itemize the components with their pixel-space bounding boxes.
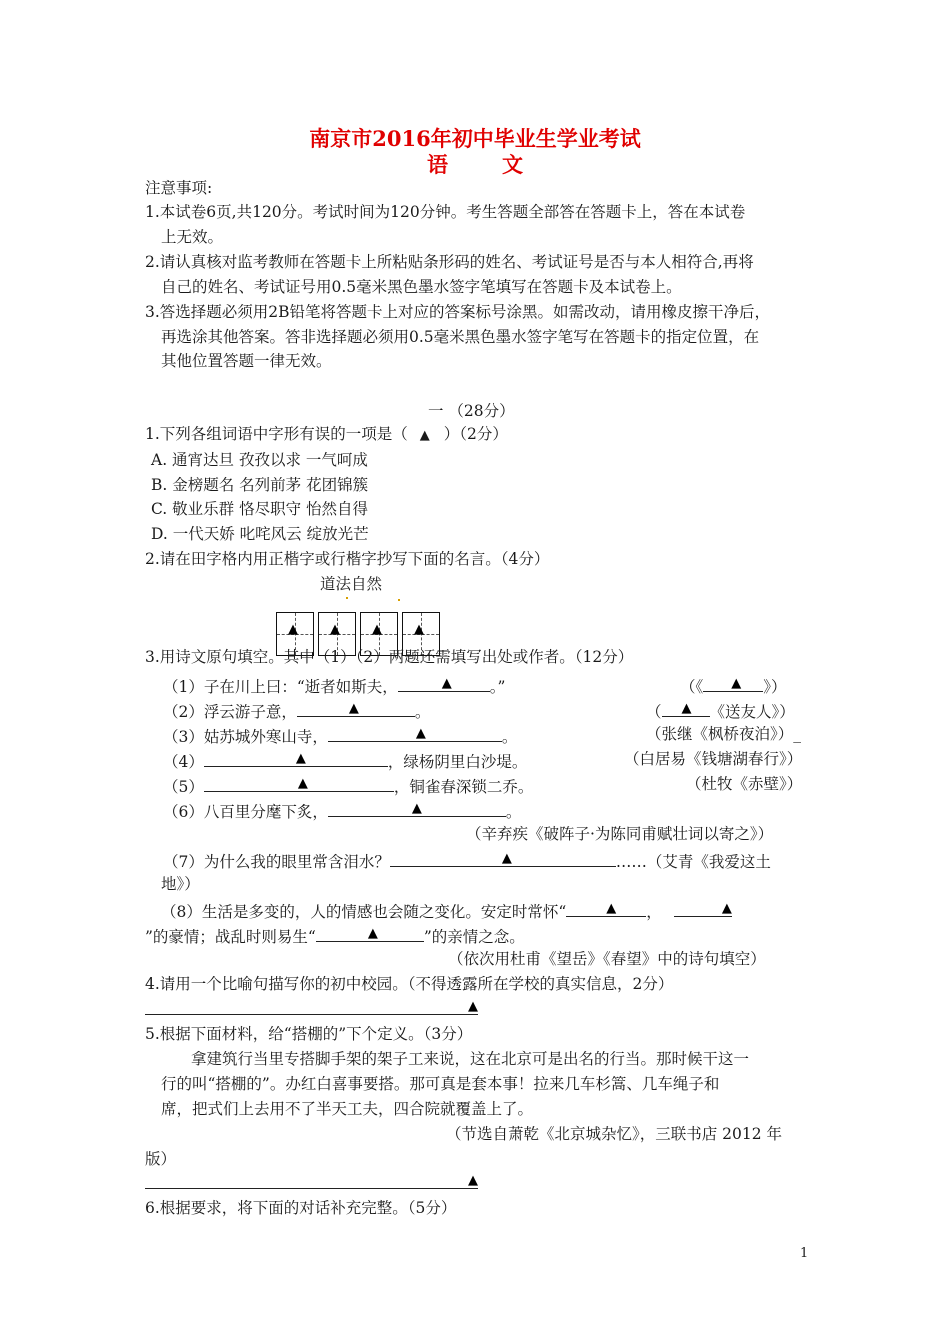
q5-passage: 席，把式们上去用不了半天工夫，四合院就覆盖上了。	[161, 1100, 534, 1118]
answer-mark: ▲	[441, 676, 452, 691]
answer-mark: ▲	[606, 901, 617, 916]
answer-mark: ▲	[731, 676, 742, 691]
answer-mark: ▲	[295, 751, 306, 766]
note-line: 再选涂其他答案。答非选择题必须用0.5毫米黑色墨水签字笔写在答题卡的指定位置，在	[161, 328, 760, 346]
answer-mark: ▲	[348, 701, 359, 716]
q1-option: A. 通宵达旦 孜孜以求 一气呵成	[151, 451, 368, 469]
answer-blank[interactable]	[566, 902, 646, 917]
q3-item-2: （2）浮云游子意， ▲ 。	[163, 701, 431, 721]
answer-blank[interactable]	[390, 852, 616, 867]
answer-mark: ▲	[415, 726, 426, 741]
answer-mark: ▲	[288, 622, 298, 637]
q3-item-3: （3）姑苏城外寒山寺， ▲ 。	[163, 726, 518, 746]
page-number: 1	[800, 1246, 809, 1261]
q2-stem: 2.请在田字格内用正楷字或行楷字抄写下面的名言。（4分）	[145, 550, 550, 568]
q3-item-5-source: （杜牧《赤壁》）	[686, 775, 803, 793]
answer-mark: ▲	[681, 701, 692, 716]
note-line: 1.本试卷6页,共120分。考试时间为120分钟。考生答题全部答在答题卡上，答在本试卷	[145, 203, 746, 221]
answer-mark: ▲	[411, 801, 422, 816]
subject-char-1: 语	[427, 152, 448, 177]
q5-passage: 行的叫“搭棚的”。办红白喜事要搭。那可真是套本事！拉来几车杉篙、几车绳子和	[161, 1075, 720, 1093]
answer-mark: ▲	[330, 622, 340, 637]
q3-item-8-source: （依次用杜甫《望岳》《春望》中的诗句填空）	[448, 950, 766, 968]
q3-item-7-cont: 地》）	[161, 875, 200, 893]
q3-item-5: （5） ▲ ，铜雀春深锁二乔。	[163, 776, 534, 796]
answer-mark: ▲	[414, 622, 424, 637]
q1-option: B. 金榜题名 名列前茅 花团锦簇	[151, 476, 369, 494]
q5-stem: 5.根据下面材料，给“搭棚的”下个定义。（3分）	[145, 1025, 473, 1043]
answer-line[interactable]	[145, 1174, 478, 1189]
answer-blank[interactable]	[674, 902, 732, 917]
answer-line[interactable]	[145, 1000, 478, 1015]
q1-option: C. 敬业乐群 恪尽职守 怡然自得	[151, 500, 369, 518]
q3-item-2-source: （ ▲ 《送友人》）	[646, 701, 795, 721]
answer-blank[interactable]	[204, 752, 388, 767]
note-line: 自己的姓名、考试证号用0.5毫米黑色墨水签字笔填写在答题卡及本试卷上。	[161, 278, 682, 296]
answer-mark: ▲	[419, 428, 430, 443]
q3-item-8: （8）生活是多变的，人的情感也会随之变化。安定时常怀“ ▲ ， ▲	[161, 901, 732, 921]
subject-title	[0, 154, 950, 175]
answer-mark: ▲	[721, 901, 732, 916]
q3-item-3-source: （张继《枫桥夜泊》）_	[646, 725, 802, 743]
q5-passage: 拿建筑行当里专搭脚手架的架子工来说，这在北京可是出名的行当。那时候干这一	[191, 1050, 750, 1068]
q3-item-7: （7）为什么我的眼里常含泪水？ ▲ ……（艾青《我爱这土	[163, 851, 771, 871]
answer-blank[interactable]	[297, 702, 415, 717]
q5-source-cont: 版）	[145, 1150, 177, 1168]
q3-item-4-source: （白居易《钱塘湖春行》）	[624, 750, 803, 768]
answer-blank[interactable]	[328, 802, 506, 817]
exam-title: 南京市2016年初中毕业生学业考试	[309, 126, 641, 151]
section-title: 一 （28分）	[428, 402, 515, 420]
q3-item-1-source: （《 ▲ 》）	[680, 676, 787, 696]
answer-blank[interactable]	[204, 777, 394, 792]
answer-mark: ▲	[372, 622, 382, 637]
answer-blank[interactable]	[398, 677, 490, 692]
answer-blank[interactable]	[316, 927, 424, 942]
answer-mark: ▲	[501, 851, 512, 866]
q3-item-4: （4） ▲ ，绿杨阴里白沙堤。	[163, 751, 528, 771]
q1-stem: 1.下列各组词语中字形有误的一项是（ ▲ ）（2分）	[145, 425, 508, 443]
q4-stem: 4.请用一个比喻句描写你的初中校园。（不得透露所在学校的真实信息，2分）	[145, 975, 674, 993]
note-line: 2.请认真核对监考教师在答题卡上所粘贴条形码的姓名、考试证号是否与本人相符合,再将	[145, 253, 754, 271]
q6-stem: 6.根据要求，将下面的对话补充完整。（5分）	[145, 1199, 457, 1217]
note-line: 3.答选择题必须用2B铅笔将答题卡上对应的答案标号涂黑。如需改动，请用橡皮擦干净后，	[145, 303, 771, 321]
answer-blank[interactable]	[662, 702, 710, 717]
note-line: 上无效。	[161, 228, 224, 246]
q3-item-6-source: （辛弃疾《破阵子·为陈同甫赋壮词以寄之》）	[466, 825, 774, 843]
answer-mark: ▲	[468, 1173, 478, 1188]
q3-stem: 3.用诗文原句填空。其中（1）（2）两题还需填写出处或作者。（12分）	[145, 648, 634, 666]
answer-blank[interactable]	[703, 677, 763, 692]
subject-char-2: 文	[502, 152, 523, 177]
answer-mark: ▲	[297, 776, 308, 791]
q3-item-8-cont: ”的豪情；战乱时则易生“ ▲ ”的亲情之念。	[145, 926, 525, 946]
answer-mark: ▲	[367, 926, 378, 941]
q5-source: （节选自萧乾《北京城杂忆》，三联书店 2012 年	[446, 1125, 783, 1143]
answer-mark: ▲	[468, 999, 478, 1014]
q3-item-1: （1）子在川上曰：“逝者如斯夫， ▲ 。”	[163, 676, 506, 696]
q2-phrase: 道法自然	[320, 575, 383, 593]
answer-blank[interactable]	[328, 727, 502, 742]
q1-option: D. 一代天娇 叱咤风云 绽放光芒	[151, 525, 369, 543]
notes-heading: 注意事项:	[145, 179, 213, 197]
q3-item-6: （6）八百里分麾下炙， ▲ 。	[163, 801, 522, 821]
note-line: 其他位置答题一律无效。	[161, 352, 332, 370]
